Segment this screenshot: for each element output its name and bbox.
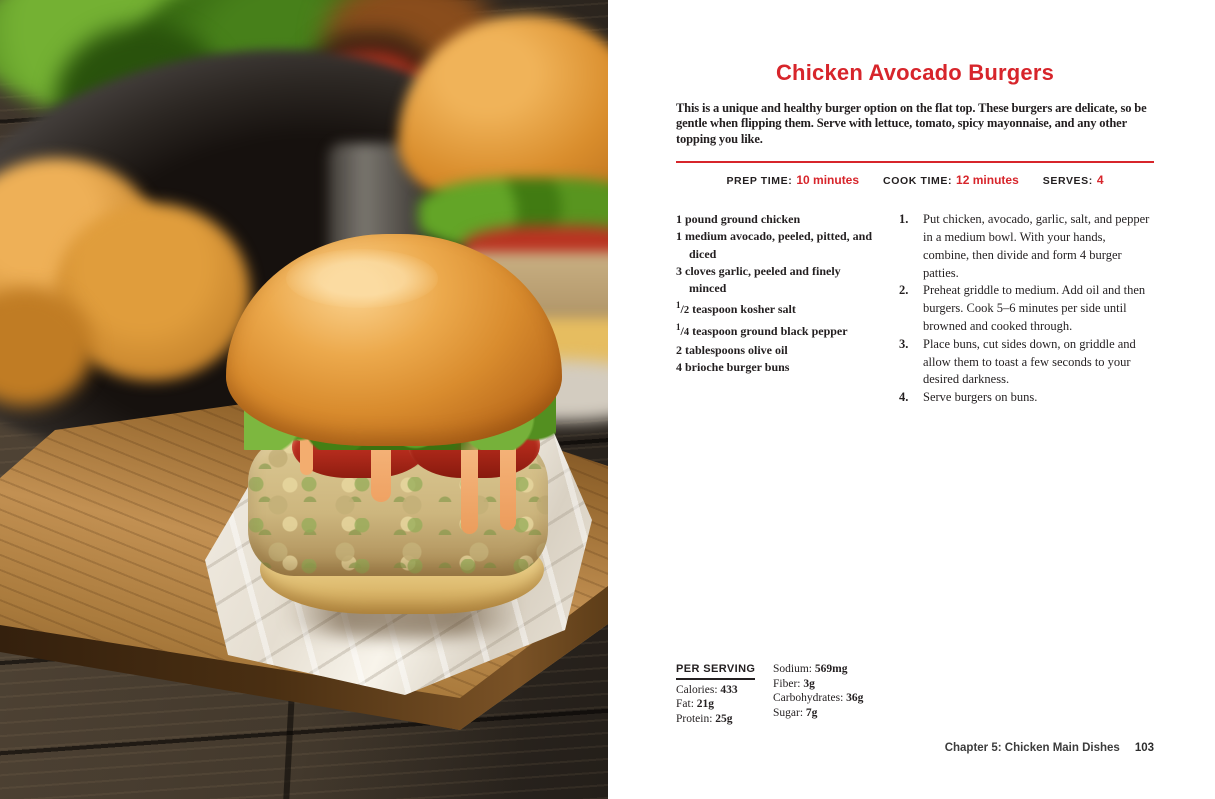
nutrition-value: 25g	[715, 712, 733, 725]
chapter-label: Chapter 5: Chicken Main Dishes	[944, 742, 1120, 754]
step-text: Place buns, cut sides down, on griddle and allow them to toast a few seconds to your desired darkness.	[923, 336, 1136, 387]
step-number: 4.	[899, 390, 909, 405]
step-item	[899, 336, 1154, 389]
meta-item	[883, 171, 1019, 189]
divider-rule	[676, 161, 1154, 163]
ingredient-item: 4 brioche burger buns	[676, 359, 790, 374]
nutrition-block	[676, 662, 863, 726]
recipe-title: Chicken Avocado Burgers	[775, 60, 1055, 85]
step-text: Preheat griddle to medium. Add oil and then burgers. Cook 5–6 minutes per side until browned and cooked through.	[923, 283, 1146, 333]
meta-label: PREP TIME:	[726, 175, 793, 188]
ingredient-item: $^1$/4 teaspoon ground black pepper	[676, 322, 848, 339]
nutrition-col2	[773, 662, 863, 726]
step-number: 2.	[899, 283, 909, 298]
fraction-denominator: 4	[683, 327, 690, 339]
step-item	[899, 389, 1154, 407]
nutrition-value: 21g	[696, 698, 715, 711]
ingredient-item: 1 pound ground chicken	[676, 212, 801, 227]
meta-label: COOK TIME:	[883, 175, 953, 188]
ingredient-item: 1 medium avocado, peeled, pitted, and diced	[676, 229, 873, 261]
nutrition-row: Calories: 433	[676, 683, 738, 696]
page-number: 103	[1134, 742, 1154, 754]
nutrition-row: Protein: 25g	[676, 712, 733, 725]
fraction-numerator: 1	[676, 300, 681, 311]
step-number: 1.	[899, 212, 909, 227]
step-text: Serve burgers on buns.	[923, 390, 1038, 405]
nutrition-heading: PER SERVING	[676, 662, 755, 680]
nutrition-value: 7g	[805, 706, 818, 719]
meta-value: 12 minutes	[956, 173, 1019, 188]
recipe-columns	[676, 211, 1154, 407]
nutrition-row: Fiber: 3g	[773, 677, 815, 690]
recipe-meta	[676, 171, 1154, 189]
meta-value: 10 minutes	[796, 173, 860, 188]
page-footer	[945, 742, 1154, 754]
fraction: $^1$/2	[676, 300, 690, 317]
ingredient-item: 3 cloves garlic, peeled and finely minced	[676, 263, 841, 296]
ingredient-item: $^1$/2 teaspoon kosher salt	[676, 300, 796, 317]
fraction-denominator: 2	[683, 305, 690, 317]
nutrition-value: 36g	[846, 692, 864, 705]
nutrition-value: 569mg	[814, 663, 848, 675]
step-item	[899, 211, 1154, 282]
step-number: 3.	[899, 336, 909, 351]
nutrition-value: 3g	[803, 677, 815, 690]
nutrition-row: Fat: 21g	[676, 698, 715, 711]
nutrition-value: 433	[720, 683, 738, 696]
ingredients-column	[676, 211, 872, 407]
recipe-page	[608, 0, 1215, 799]
nutrition-col1	[676, 662, 773, 726]
steps-list	[899, 211, 1154, 407]
nutrition-row: Carbohydrates: 36g	[773, 692, 864, 705]
recipe-intro: This is a unique and healthy burger option on the flat top. These burgers are delicate, so be gentle when flipping them. Serve with lettuce, tomato, spicy mayonnaise, and any other topping you like.	[676, 101, 1147, 146]
fraction: $^1$/4	[676, 322, 690, 339]
meta-item	[726, 171, 859, 189]
meta-label: SERVES:	[1042, 175, 1093, 188]
step-item	[899, 282, 1154, 335]
ingredient-item: 2 tablespoons olive oil	[676, 342, 788, 357]
meta-value: 4	[1096, 173, 1104, 188]
nutrition-row: Sugar: 7g	[773, 706, 818, 719]
step-text: Put chicken, avocado, garlic, salt, and pepper in a medium bowl. With your hands, combine, then divide and form 4 burger patties.	[923, 212, 1150, 280]
nutrition-row: Sodium: 569mg	[773, 663, 848, 675]
fraction-numerator: 1	[676, 322, 681, 333]
ingredients-list	[676, 211, 872, 376]
meta-item	[1043, 171, 1104, 189]
